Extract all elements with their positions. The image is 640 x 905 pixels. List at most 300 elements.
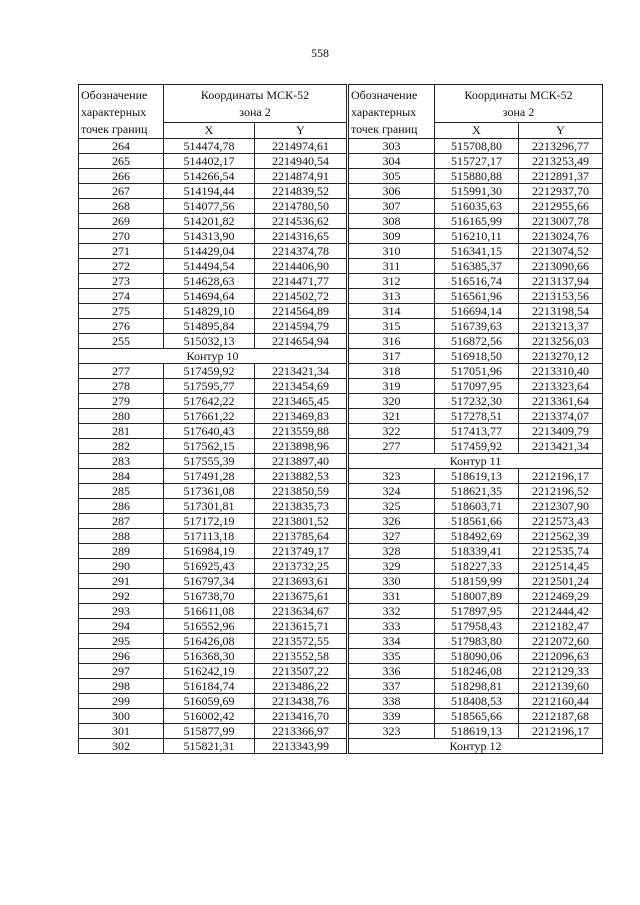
table-header-row <box>349 85 603 123</box>
x-value: 516242,19 <box>164 664 255 679</box>
x-value: 516368,30 <box>164 649 255 664</box>
table-row <box>349 469 603 484</box>
y-value: 2213465,45 <box>255 394 347 409</box>
table-row <box>349 499 603 514</box>
section-row <box>349 454 603 469</box>
x-value: 517897,95 <box>435 604 519 619</box>
table-row <box>349 169 603 184</box>
x-value: 518159,99 <box>435 574 519 589</box>
table-row <box>349 589 603 604</box>
y-value: 2213732,25 <box>255 559 347 574</box>
table-row <box>349 709 603 724</box>
y-value: 2213343,99 <box>255 739 347 754</box>
table-row <box>349 409 603 424</box>
y-value: 2213749,17 <box>255 544 347 559</box>
x-value: 518339,41 <box>435 544 519 559</box>
x-value: 515032,13 <box>164 334 255 349</box>
y-value: 2213137,94 <box>519 274 603 289</box>
point-id: 312 <box>349 274 435 289</box>
table-row <box>349 664 603 679</box>
x-value: 517459,92 <box>435 439 519 454</box>
y-header: Y <box>519 122 603 138</box>
table-row <box>79 634 347 649</box>
table-row <box>349 574 603 589</box>
x-value: 517051,96 <box>435 364 519 379</box>
table-row <box>79 679 347 694</box>
y-value: 2212891,37 <box>519 169 603 184</box>
x-value: 517983,80 <box>435 634 519 649</box>
point-id: 314 <box>349 304 435 319</box>
y-value: 2214564,89 <box>255 304 347 319</box>
y-value: 2213323,64 <box>519 379 603 394</box>
table-row <box>79 229 347 244</box>
table-row <box>79 319 347 334</box>
x-value: 516611,08 <box>164 604 255 619</box>
table-row <box>349 439 603 454</box>
y-value: 2214502,72 <box>255 289 347 304</box>
point-id: 323 <box>349 469 435 484</box>
table-row <box>79 379 347 394</box>
x-value: 516002,42 <box>164 709 255 724</box>
x-value: 517562,15 <box>164 439 255 454</box>
x-value: 516925,43 <box>164 559 255 574</box>
point-id: 338 <box>349 694 435 709</box>
x-value: 516872,56 <box>435 334 519 349</box>
x-value: 517413,77 <box>435 424 519 439</box>
y-value: 2213421,34 <box>255 364 347 379</box>
table-row <box>79 559 347 574</box>
x-value: 517491,28 <box>164 469 255 484</box>
x-value: 515880,88 <box>435 169 519 184</box>
x-value: 517958,43 <box>435 619 519 634</box>
point-id: 335 <box>349 649 435 664</box>
point-id: 282 <box>79 439 164 454</box>
table-row <box>349 364 603 379</box>
x-value: 514895,84 <box>164 319 255 334</box>
point-id: 330 <box>349 574 435 589</box>
point-id: 285 <box>79 484 164 499</box>
point-id: 275 <box>79 304 164 319</box>
y-value: 2212535,74 <box>519 544 603 559</box>
point-id: 281 <box>79 424 164 439</box>
table-row <box>79 154 347 169</box>
y-value: 2213785,64 <box>255 529 347 544</box>
y-value: 2212129,33 <box>519 664 603 679</box>
table-row <box>79 199 347 214</box>
y-value: 2212196,17 <box>519 724 603 739</box>
table-row <box>79 499 347 514</box>
y-value: 2214406,90 <box>255 259 347 274</box>
table-row <box>79 424 347 439</box>
y-value: 2212937,70 <box>519 184 603 199</box>
y-value: 2212514,45 <box>519 559 603 574</box>
table-row <box>79 574 347 589</box>
x-value: 517459,92 <box>164 364 255 379</box>
x-value: 517301,81 <box>164 499 255 514</box>
x-value: 515708,80 <box>435 139 519 154</box>
table-row <box>349 139 603 154</box>
point-id: 339 <box>349 709 435 724</box>
y-value: 2213007,78 <box>519 214 603 229</box>
x-value: 517113,18 <box>164 529 255 544</box>
y-value: 2212072,60 <box>519 634 603 649</box>
x-value: 516738,70 <box>164 589 255 604</box>
x-value: 516184,74 <box>164 679 255 694</box>
x-value: 517361,08 <box>164 484 255 499</box>
x-value: 517642,22 <box>164 394 255 409</box>
x-value: 516426,08 <box>164 634 255 649</box>
table-row <box>349 289 603 304</box>
point-id: 325 <box>349 499 435 514</box>
table-row <box>349 544 603 559</box>
table-row <box>349 184 603 199</box>
y-value: 2213310,40 <box>519 364 603 379</box>
point-id: 300 <box>79 709 164 724</box>
point-id: 308 <box>349 214 435 229</box>
x-value: 518227,33 <box>435 559 519 574</box>
table-row <box>349 559 603 574</box>
y-value: 2213898,96 <box>255 439 347 454</box>
point-id: 267 <box>79 184 164 199</box>
y-value: 2213469,83 <box>255 409 347 424</box>
point-id: 278 <box>79 379 164 394</box>
y-value: 2213074,52 <box>519 244 603 259</box>
y-value: 2213454,69 <box>255 379 347 394</box>
point-id: 292 <box>79 589 164 604</box>
y-value: 2213361,64 <box>519 394 603 409</box>
y-value: 2213024,76 <box>519 229 603 244</box>
y-value: 2212096,63 <box>519 649 603 664</box>
table-row <box>79 364 347 379</box>
table-row <box>79 409 347 424</box>
table-row <box>79 454 347 469</box>
x-value: 518603,71 <box>435 499 519 514</box>
section-label: Контур 11 <box>349 454 603 469</box>
point-id: 298 <box>79 679 164 694</box>
table-row <box>349 694 603 709</box>
x-value: 515877,99 <box>164 724 255 739</box>
x-value: 517595,77 <box>164 379 255 394</box>
table-row <box>349 649 603 664</box>
table-row <box>79 724 347 739</box>
y-value: 2213615,71 <box>255 619 347 634</box>
y-value: 2214974,61 <box>255 139 347 154</box>
y-value: 2213507,22 <box>255 664 347 679</box>
x-value: 515991,30 <box>435 184 519 199</box>
table-row <box>79 274 347 289</box>
x-value: 516561,96 <box>435 289 519 304</box>
x-value: 517097,95 <box>435 379 519 394</box>
table-row <box>79 514 347 529</box>
table-row <box>349 259 603 274</box>
y-value: 2213153,56 <box>519 289 603 304</box>
section-row <box>79 349 347 364</box>
y-value: 2213253,49 <box>519 154 603 169</box>
y-value: 2213270,12 <box>519 349 603 364</box>
x-value: 514402,17 <box>164 154 255 169</box>
table-row <box>79 439 347 454</box>
x-value: 518090,06 <box>435 649 519 664</box>
point-id: 295 <box>79 634 164 649</box>
point-id: 272 <box>79 259 164 274</box>
x-value: 517278,51 <box>435 409 519 424</box>
table-row <box>349 484 603 499</box>
point-id: 279 <box>79 394 164 409</box>
point-id: 331 <box>349 589 435 604</box>
point-id: 307 <box>349 199 435 214</box>
y-value: 2213552,58 <box>255 649 347 664</box>
y-value: 2212562,39 <box>519 529 603 544</box>
table-row <box>79 484 347 499</box>
y-value: 2214654,94 <box>255 334 347 349</box>
table-row <box>79 334 347 349</box>
point-id: 319 <box>349 379 435 394</box>
point-id: 311 <box>349 259 435 274</box>
point-id: 334 <box>349 634 435 649</box>
y-value: 2213572,55 <box>255 634 347 649</box>
y-value: 2214594,79 <box>255 319 347 334</box>
table-row <box>349 214 603 229</box>
y-value: 2213835,73 <box>255 499 347 514</box>
table-row <box>79 394 347 409</box>
point-id: 274 <box>79 289 164 304</box>
table-row <box>79 709 347 724</box>
y-value: 2214839,52 <box>255 184 347 199</box>
table-body-left <box>79 85 347 754</box>
point-id: 321 <box>349 409 435 424</box>
table-row <box>79 244 347 259</box>
x-value: 514494,54 <box>164 259 255 274</box>
y-value: 2214780,50 <box>255 199 347 214</box>
coord-group-header: Координаты МСК-52 зона 2 <box>164 85 347 123</box>
point-id: 328 <box>349 544 435 559</box>
point-id: 306 <box>349 184 435 199</box>
point-id: 265 <box>79 154 164 169</box>
x-value: 518246,08 <box>435 664 519 679</box>
point-id: 280 <box>79 409 164 424</box>
point-id: 287 <box>79 514 164 529</box>
y-value: 2213198,54 <box>519 304 603 319</box>
table-row <box>349 379 603 394</box>
y-value: 2213366,97 <box>255 724 347 739</box>
x-value: 518621,35 <box>435 484 519 499</box>
table-row <box>349 154 603 169</box>
y-value: 2212573,43 <box>519 514 603 529</box>
table-header-row <box>79 85 347 123</box>
x-value: 516552,96 <box>164 619 255 634</box>
coordinates-table-right <box>348 84 603 754</box>
point-id: 294 <box>79 619 164 634</box>
x-value: 518619,13 <box>435 724 519 739</box>
y-value: 2213416,70 <box>255 709 347 724</box>
table-row <box>349 244 603 259</box>
x-value: 518565,66 <box>435 709 519 724</box>
y-value: 2212196,52 <box>519 484 603 499</box>
section-label: Контур 12 <box>349 739 603 754</box>
y-value: 2213675,61 <box>255 589 347 604</box>
section-row <box>349 739 603 754</box>
x-value: 516059,69 <box>164 694 255 709</box>
point-id: 318 <box>349 364 435 379</box>
table-row <box>349 199 603 214</box>
table-body-right <box>349 85 603 754</box>
table-row <box>79 214 347 229</box>
y-value: 2213438,76 <box>255 694 347 709</box>
point-id: 320 <box>349 394 435 409</box>
x-value: 515727,17 <box>435 154 519 169</box>
point-id: 291 <box>79 574 164 589</box>
y-value: 2212307,90 <box>519 499 603 514</box>
x-value: 518007,89 <box>435 589 519 604</box>
table-row <box>79 619 347 634</box>
y-value: 2212160,44 <box>519 694 603 709</box>
table-row <box>79 469 347 484</box>
x-header: X <box>435 122 519 138</box>
table-row <box>349 424 603 439</box>
y-value: 2212469,29 <box>519 589 603 604</box>
point-id: 283 <box>79 454 164 469</box>
x-value: 514266,54 <box>164 169 255 184</box>
x-value: 517661,22 <box>164 409 255 424</box>
y-value: 2213882,53 <box>255 469 347 484</box>
point-id: 333 <box>349 619 435 634</box>
y-value: 2213897,40 <box>255 454 347 469</box>
point-id: 301 <box>79 724 164 739</box>
coord-group-header: Координаты МСК-52 зона 2 <box>435 85 603 123</box>
y-value: 2213486,22 <box>255 679 347 694</box>
point-id: 273 <box>79 274 164 289</box>
table-row <box>79 739 347 754</box>
x-value: 518619,13 <box>435 469 519 484</box>
y-value: 2212955,66 <box>519 199 603 214</box>
table-row <box>79 169 347 184</box>
x-value: 516341,15 <box>435 244 519 259</box>
table-row <box>349 334 603 349</box>
point-id: 271 <box>79 244 164 259</box>
table-row <box>79 649 347 664</box>
table-row <box>349 529 603 544</box>
x-value: 516918,50 <box>435 349 519 364</box>
x-value: 517172,19 <box>164 514 255 529</box>
point-id: 326 <box>349 514 435 529</box>
x-header: X <box>164 122 255 138</box>
point-id: 305 <box>349 169 435 184</box>
point-label-header: Обозначение характерных точек границ <box>79 85 164 139</box>
point-id: 304 <box>349 154 435 169</box>
x-value: 517232,30 <box>435 394 519 409</box>
y-value: 2214316,65 <box>255 229 347 244</box>
x-value: 516385,37 <box>435 259 519 274</box>
y-value: 2214536,62 <box>255 214 347 229</box>
point-id: 288 <box>79 529 164 544</box>
table-row <box>79 184 347 199</box>
y-value: 2212444,42 <box>519 604 603 619</box>
y-value: 2213409,79 <box>519 424 603 439</box>
table-row <box>79 304 347 319</box>
table-row <box>79 589 347 604</box>
table-row <box>79 544 347 559</box>
table-row <box>349 514 603 529</box>
point-id: 264 <box>79 139 164 154</box>
x-value: 516516,74 <box>435 274 519 289</box>
y-value: 2213421,34 <box>519 439 603 454</box>
table-row <box>349 349 603 364</box>
y-value: 2212187,68 <box>519 709 603 724</box>
table-row <box>79 289 347 304</box>
table-row <box>349 619 603 634</box>
table-row <box>79 664 347 679</box>
y-value: 2213374,07 <box>519 409 603 424</box>
point-id: 322 <box>349 424 435 439</box>
table-row <box>349 229 603 244</box>
x-value: 514694,64 <box>164 289 255 304</box>
point-id: 296 <box>79 649 164 664</box>
y-value: 2212196,17 <box>519 469 603 484</box>
x-value: 514429,04 <box>164 244 255 259</box>
x-value: 515821,31 <box>164 739 255 754</box>
x-value: 518408,53 <box>435 694 519 709</box>
point-id: 270 <box>79 229 164 244</box>
point-label-header: Обозначение характерных точек границ <box>349 85 435 139</box>
y-value: 2213634,67 <box>255 604 347 619</box>
x-value: 514829,10 <box>164 304 255 319</box>
point-id: 315 <box>349 319 435 334</box>
x-value: 518298,81 <box>435 679 519 694</box>
y-value: 2213256,03 <box>519 334 603 349</box>
point-id: 255 <box>79 334 164 349</box>
x-value: 514313,90 <box>164 229 255 244</box>
y-value: 2213850,59 <box>255 484 347 499</box>
coordinates-table-left <box>78 84 347 754</box>
section-label: Контур 10 <box>79 349 347 364</box>
y-value: 2213090,66 <box>519 259 603 274</box>
point-id: 277 <box>349 439 435 454</box>
table-row <box>79 604 347 619</box>
point-id: 293 <box>79 604 164 619</box>
point-id: 297 <box>79 664 164 679</box>
y-value: 2214471,77 <box>255 274 347 289</box>
y-value: 2214874,91 <box>255 169 347 184</box>
x-value: 514201,82 <box>164 214 255 229</box>
x-value: 518492,69 <box>435 529 519 544</box>
y-header: Y <box>255 122 347 138</box>
point-id: 284 <box>79 469 164 484</box>
x-value: 516694,14 <box>435 304 519 319</box>
x-value: 518561,66 <box>435 514 519 529</box>
point-id: 324 <box>349 484 435 499</box>
x-value: 516984,19 <box>164 544 255 559</box>
table-row <box>349 274 603 289</box>
y-value: 2214374,78 <box>255 244 347 259</box>
x-value: 517640,43 <box>164 424 255 439</box>
table-row <box>79 694 347 709</box>
y-value: 2214940,54 <box>255 154 347 169</box>
table-row <box>349 394 603 409</box>
point-id: 337 <box>349 679 435 694</box>
table-row <box>349 304 603 319</box>
y-value: 2212139,60 <box>519 679 603 694</box>
point-id: 302 <box>79 739 164 754</box>
x-value: 514474,78 <box>164 139 255 154</box>
table-row <box>349 634 603 649</box>
point-id: 290 <box>79 559 164 574</box>
x-value: 514077,56 <box>164 199 255 214</box>
x-value: 517555,39 <box>164 454 255 469</box>
table-row <box>349 319 603 334</box>
y-value: 2213801,52 <box>255 514 347 529</box>
point-id: 277 <box>79 364 164 379</box>
point-id: 329 <box>349 559 435 574</box>
